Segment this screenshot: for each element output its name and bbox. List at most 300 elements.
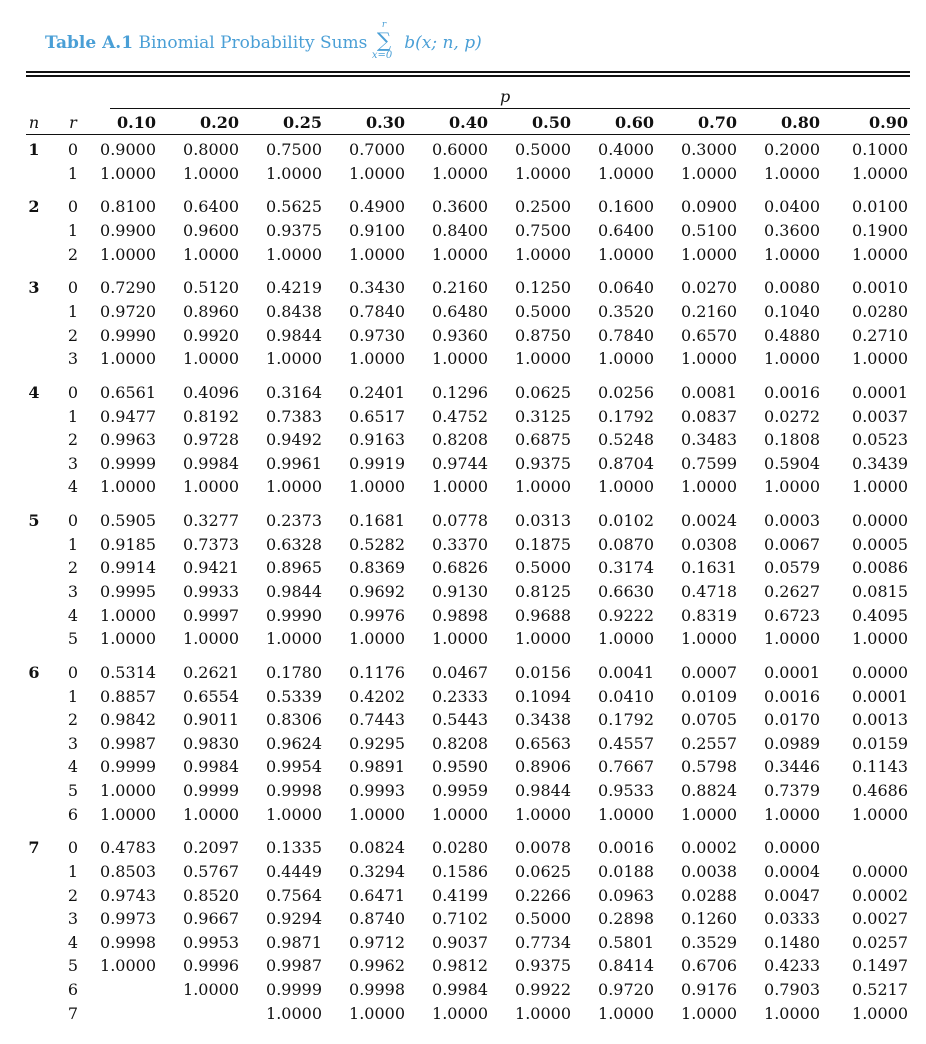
- probability-cell: 0.9477: [100, 406, 156, 426]
- probability-cell: 0.4752: [432, 406, 488, 426]
- probability-cell: 0.7500: [515, 221, 571, 240]
- probability-cell: 1.0000: [515, 163, 571, 183]
- probability-cell: 0.9976: [349, 605, 405, 625]
- probability-cell: 0.9999: [100, 453, 156, 473]
- probability-cell: 1.0000: [432, 244, 488, 264]
- probability-cell: 0.6517: [349, 406, 405, 426]
- probability-cell: 0.9728: [183, 430, 239, 450]
- probability-cell: 0.6400: [183, 197, 239, 217]
- probability-cell: 0.7443: [349, 710, 405, 730]
- header-rule: [26, 134, 910, 135]
- r-value: 1: [67, 686, 79, 706]
- r-value: 2: [67, 244, 79, 264]
- p-column-header: 0.20: [200, 113, 239, 132]
- r-value: 2: [67, 710, 79, 730]
- n-column-header: n: [28, 113, 40, 132]
- probability-cell: 0.0989: [764, 733, 820, 753]
- probability-cell: 0.2000: [764, 140, 820, 159]
- probability-cell: 1.0000: [598, 244, 654, 264]
- probability-cell: 0.8906: [515, 757, 571, 777]
- probability-cell: 0.8100: [100, 197, 156, 217]
- probability-cell: 0.2160: [681, 302, 737, 321]
- probability-cell: 0.0067: [764, 534, 820, 554]
- probability-cell: 0.1600: [598, 197, 654, 217]
- probability-cell: 1.0000: [100, 477, 156, 497]
- probability-cell: 0.8704: [598, 453, 654, 473]
- probability-cell: 0.9919: [349, 453, 405, 473]
- probability-cell: 0.1792: [598, 710, 654, 730]
- probability-cell: 0.9996: [183, 956, 239, 976]
- probability-cell: 0.8306: [266, 710, 322, 730]
- probability-cell: 0.3294: [349, 862, 405, 881]
- probability-cell: 1.0000: [764, 804, 820, 824]
- probability-cell: 0.9037: [432, 932, 488, 952]
- probability-cell: 0.3438: [515, 710, 571, 730]
- probability-cell: 0.1094: [515, 686, 571, 706]
- probability-cell: 0.5767: [183, 862, 239, 881]
- probability-cell: 1.0000: [349, 629, 405, 649]
- probability-cell: 0.9011: [183, 710, 239, 730]
- r-value: 1: [67, 221, 79, 240]
- probability-cell: 0.0005: [852, 534, 908, 554]
- probability-cell: 1.0000: [349, 804, 405, 824]
- probability-cell: 0.2333: [432, 686, 488, 706]
- probability-cell: 0.9995: [100, 582, 156, 601]
- probability-cell: 0.1792: [598, 406, 654, 426]
- probability-cell: 0.9953: [183, 932, 239, 952]
- probability-cell: 1.0000: [432, 629, 488, 649]
- probability-cell: 0.0333: [764, 909, 820, 929]
- r-value: 0: [67, 663, 79, 682]
- probability-cell: 1.0000: [266, 804, 322, 824]
- n-value: 6: [28, 663, 40, 682]
- probability-cell: 1.0000: [598, 629, 654, 649]
- probability-cell: 0.9962: [349, 956, 405, 976]
- probability-cell: 0.0579: [764, 558, 820, 578]
- probability-cell: 0.0778: [432, 511, 488, 531]
- probability-cell: 1.0000: [100, 244, 156, 264]
- probability-cell: 0.8520: [183, 885, 239, 905]
- probability-cell: 1.0000: [681, 349, 737, 369]
- probability-cell: 0.0256: [598, 383, 654, 402]
- probability-cell: 0.3125: [515, 406, 571, 426]
- probability-cell: 1.0000: [266, 244, 322, 264]
- probability-cell: 0.8369: [349, 558, 405, 578]
- probability-cell: 0.0170: [764, 710, 820, 730]
- probability-cell: 0.6000: [432, 140, 488, 159]
- probability-cell: 0.9891: [349, 757, 405, 777]
- probability-cell: 0.3439: [852, 453, 908, 473]
- probability-cell: 0.0963: [598, 885, 654, 905]
- probability-cell: 0.0004: [764, 862, 820, 881]
- probability-cell: 0.0016: [764, 383, 820, 402]
- probability-cell: 0.0001: [852, 686, 908, 706]
- probability-cell: 0.9743: [100, 885, 156, 905]
- probability-cell: 0.0086: [852, 558, 908, 578]
- probability-cell: 0.5904: [764, 453, 820, 473]
- probability-cell: 1.0000: [100, 349, 156, 369]
- probability-cell: 0.9533: [598, 781, 654, 800]
- probability-cell: 0.0410: [598, 686, 654, 706]
- probability-cell: 1.0000: [100, 804, 156, 824]
- probability-cell: 1.0000: [515, 629, 571, 649]
- probability-cell: 0.5248: [598, 430, 654, 450]
- probability-cell: 0.5000: [515, 140, 571, 159]
- probability-cell: 1.0000: [681, 1003, 737, 1023]
- p-column-header: 0.40: [449, 113, 488, 132]
- probability-cell: 1.0000: [852, 349, 908, 369]
- probability-cell: 0.7000: [349, 140, 405, 159]
- probability-cell: 0.0625: [515, 862, 571, 881]
- probability-cell: 0.9990: [100, 325, 156, 345]
- r-value: 1: [67, 406, 79, 426]
- probability-cell: 0.0047: [764, 885, 820, 905]
- probability-cell: 1.0000: [764, 244, 820, 264]
- probability-cell: 0.4219: [266, 278, 322, 298]
- probability-cell: 0.8824: [681, 781, 737, 800]
- probability-cell: 0.0288: [681, 885, 737, 905]
- probability-cell: 0.2266: [515, 885, 571, 905]
- probability-cell: 1.0000: [432, 804, 488, 824]
- probability-cell: 1.0000: [349, 477, 405, 497]
- r-value: 4: [67, 477, 79, 497]
- probability-cell: 0.0188: [598, 862, 654, 881]
- sigma-icon: ∑: [376, 28, 392, 52]
- r-value: 3: [67, 349, 79, 369]
- probability-cell: 0.9375: [266, 221, 322, 240]
- probability-cell: 0.4900: [349, 197, 405, 217]
- probability-cell: 0.9830: [183, 733, 239, 753]
- probability-cell: 1.0000: [515, 349, 571, 369]
- probability-cell: 0.6875: [515, 430, 571, 450]
- probability-cell: 0.7102: [432, 909, 488, 929]
- probability-cell: 1.0000: [100, 956, 156, 976]
- probability-cell: 0.8208: [432, 430, 488, 450]
- probability-cell: 0.8000: [183, 140, 239, 159]
- r-value: 4: [67, 757, 79, 777]
- probability-cell: 0.9844: [515, 781, 571, 800]
- probability-cell: 1.0000: [598, 1003, 654, 1023]
- probability-cell: 0.6723: [764, 605, 820, 625]
- probability-cell: 0.0003: [764, 511, 820, 531]
- probability-cell: 0.0640: [598, 278, 654, 298]
- probability-cell: 0.9999: [183, 781, 239, 800]
- probability-cell: 0.5120: [183, 278, 239, 298]
- probability-cell: 0.7383: [266, 406, 322, 426]
- probability-cell: 0.1250: [515, 278, 571, 298]
- probability-cell: 0.7903: [764, 980, 820, 999]
- probability-cell: 0.0041: [598, 663, 654, 682]
- probability-cell: 0.0000: [852, 663, 908, 682]
- probability-cell: 0.8965: [266, 558, 322, 578]
- r-value: 0: [67, 511, 79, 531]
- r-value: 1: [67, 302, 79, 321]
- r-value: 0: [67, 140, 79, 159]
- p-column-header: 0.10: [117, 113, 156, 132]
- probability-cell: 1.0000: [852, 629, 908, 649]
- probability-cell: 0.3000: [681, 140, 737, 159]
- probability-cell: 0.1631: [681, 558, 737, 578]
- probability-cell: 0.9294: [266, 909, 322, 929]
- probability-cell: 0.1000: [852, 140, 908, 159]
- probability-cell: 0.0038: [681, 862, 737, 881]
- probability-cell: 0.9998: [100, 932, 156, 952]
- probability-cell: 0.6400: [598, 221, 654, 240]
- probability-cell: 0.9688: [515, 605, 571, 625]
- probability-cell: 0.9176: [681, 980, 737, 999]
- probability-cell: 0.4783: [100, 838, 156, 858]
- probability-cell: 0.0001: [852, 383, 908, 402]
- probability-cell: 0.6630: [598, 582, 654, 601]
- probability-cell: 1.0000: [515, 244, 571, 264]
- probability-cell: 0.2500: [515, 197, 571, 217]
- probability-cell: 0.9130: [432, 582, 488, 601]
- probability-cell: 0.7667: [598, 757, 654, 777]
- probability-cell: 0.7290: [100, 278, 156, 298]
- probability-cell: 1.0000: [100, 629, 156, 649]
- probability-cell: 0.9984: [183, 453, 239, 473]
- probability-cell: 0.6471: [349, 885, 405, 905]
- probability-cell: 0.9998: [266, 781, 322, 800]
- probability-cell: 0.6554: [183, 686, 239, 706]
- probability-cell: 0.3529: [681, 932, 737, 952]
- probability-cell: 1.0000: [681, 629, 737, 649]
- probability-cell: 0.1875: [515, 534, 571, 554]
- probability-cell: 0.9987: [266, 956, 322, 976]
- probability-cell: 0.4686: [852, 781, 908, 800]
- probability-cell: 0.3446: [764, 757, 820, 777]
- probability-cell: 0.0102: [598, 511, 654, 531]
- probability-cell: 0.9222: [598, 605, 654, 625]
- probability-cell: 0.1681: [349, 511, 405, 531]
- probability-cell: 0.0159: [852, 733, 908, 753]
- probability-cell: 0.0705: [681, 710, 737, 730]
- probability-cell: 0.0016: [764, 686, 820, 706]
- probability-cell: 0.3370: [432, 534, 488, 554]
- probability-cell: 0.9812: [432, 956, 488, 976]
- r-value: 5: [67, 629, 79, 649]
- p-column-header: 0.70: [698, 113, 737, 132]
- probability-cell: 0.0837: [681, 406, 737, 426]
- probability-cell: 1.0000: [681, 244, 737, 264]
- probability-cell: 0.0100: [852, 197, 908, 217]
- probability-cell: 0.0156: [515, 663, 571, 682]
- r-value: 3: [67, 909, 79, 929]
- probability-cell: 1.0000: [349, 244, 405, 264]
- probability-cell: 0.0400: [764, 197, 820, 217]
- probability-cell: 1.0000: [681, 477, 737, 497]
- probability-cell: 0.0024: [681, 511, 737, 531]
- probability-cell: 1.0000: [764, 477, 820, 497]
- probability-cell: 1.0000: [432, 349, 488, 369]
- probability-cell: 1.0000: [183, 163, 239, 183]
- probability-cell: 0.9984: [432, 980, 488, 999]
- probability-cell: 1.0000: [598, 163, 654, 183]
- probability-cell: 0.0000: [764, 838, 820, 858]
- r-value: 4: [67, 932, 79, 952]
- sum-upper-limit: r: [381, 20, 387, 30]
- probability-cell: 0.0270: [681, 278, 737, 298]
- probability-cell: 0.2710: [852, 325, 908, 345]
- probability-cell: 0.1335: [266, 838, 322, 858]
- probability-cell: 1.0000: [515, 804, 571, 824]
- n-value: 3: [28, 278, 40, 298]
- r-value: 2: [67, 430, 79, 450]
- r-value: 0: [67, 838, 79, 858]
- r-value: 4: [67, 605, 79, 625]
- probability-cell: 1.0000: [515, 1003, 571, 1023]
- probability-cell: 0.5801: [598, 932, 654, 952]
- probability-cell: 0.9997: [183, 605, 239, 625]
- probability-cell: 0.7840: [349, 302, 405, 321]
- p-column-header: 0.80: [781, 113, 820, 132]
- probability-cell: 0.7599: [681, 453, 737, 473]
- probability-cell: 0.4718: [681, 582, 737, 601]
- r-value: 3: [67, 453, 79, 473]
- probability-cell: 0.9898: [432, 605, 488, 625]
- probability-cell: 1.0000: [266, 629, 322, 649]
- r-value: 0: [67, 197, 79, 217]
- probability-cell: 1.0000: [681, 163, 737, 183]
- probability-cell: 0.0001: [764, 663, 820, 682]
- probability-cell: 0.9000: [100, 140, 156, 159]
- probability-cell: 0.9492: [266, 430, 322, 450]
- probability-cell: 0.3174: [598, 558, 654, 578]
- r-value: 3: [67, 582, 79, 601]
- probability-cell: 0.3164: [266, 383, 322, 402]
- r-value: 6: [67, 804, 79, 824]
- sum-lower-limit: x=0: [371, 50, 393, 61]
- probability-cell: 0.2160: [432, 278, 488, 298]
- probability-cell: 0.9720: [100, 302, 156, 321]
- r-value: 2: [67, 885, 79, 905]
- probability-cell: 0.9590: [432, 757, 488, 777]
- probability-cell: 0.0313: [515, 511, 571, 531]
- n-value: 4: [28, 383, 40, 402]
- probability-cell: 0.9842: [100, 710, 156, 730]
- probability-cell: 1.0000: [100, 781, 156, 800]
- r-value: 5: [67, 781, 79, 800]
- probability-cell: 1.0000: [852, 477, 908, 497]
- probability-cell: 1.0000: [515, 477, 571, 497]
- probability-cell: 0.9624: [266, 733, 322, 753]
- probability-cell: 0.9871: [266, 932, 322, 952]
- probability-cell: 1.0000: [349, 349, 405, 369]
- n-value: 5: [28, 511, 40, 531]
- probability-cell: 0.2097: [183, 838, 239, 858]
- probability-cell: 0.8208: [432, 733, 488, 753]
- probability-cell: 0.9954: [266, 757, 322, 777]
- r-value: 5: [67, 956, 79, 976]
- probability-cell: 0.0010: [852, 278, 908, 298]
- probability-cell: 0.7373: [183, 534, 239, 554]
- probability-cell: 0.0007: [681, 663, 737, 682]
- probability-cell: 0.7734: [515, 932, 571, 952]
- probability-cell: 0.3483: [681, 430, 737, 450]
- probability-cell: 0.1176: [349, 663, 405, 682]
- probability-cell: 0.5000: [515, 302, 571, 321]
- probability-cell: 0.0081: [681, 383, 737, 402]
- probability-cell: 0.6706: [681, 956, 737, 976]
- probability-cell: 0.0280: [852, 302, 908, 321]
- probability-cell: 0.6826: [432, 558, 488, 578]
- probability-cell: 0.9185: [100, 534, 156, 554]
- probability-cell: 0.9163: [349, 430, 405, 450]
- probability-cell: 0.4449: [266, 862, 322, 881]
- probability-cell: 0.9963: [100, 430, 156, 450]
- probability-cell: 0.6563: [515, 733, 571, 753]
- table-label: Table A.1: [45, 33, 134, 53]
- probability-cell: 0.8960: [183, 302, 239, 321]
- probability-cell: 0.2898: [598, 909, 654, 929]
- probability-cell: 0.5282: [349, 534, 405, 554]
- probability-cell: 0.6480: [432, 302, 488, 321]
- probability-cell: 0.1497: [852, 956, 908, 976]
- probability-cell: 0.1586: [432, 862, 488, 881]
- probability-cell: 0.8857: [100, 686, 156, 706]
- probability-cell: 0.1900: [852, 221, 908, 240]
- probability-cell: 0.0016: [598, 838, 654, 858]
- probability-cell: 0.2373: [266, 511, 322, 531]
- r-value: 2: [67, 325, 79, 345]
- probability-cell: 0.9360: [432, 325, 488, 345]
- probability-cell: 0.9900: [100, 221, 156, 240]
- probability-cell: 0.0824: [349, 838, 405, 858]
- probability-cell: 0.0272: [764, 406, 820, 426]
- probability-cell: 0.0078: [515, 838, 571, 858]
- probability-cell: 1.0000: [266, 477, 322, 497]
- probability-cell: 0.0467: [432, 663, 488, 682]
- probability-cell: 0.9712: [349, 932, 405, 952]
- probability-cell: 0.8438: [266, 302, 322, 321]
- r-value: 1: [67, 163, 79, 183]
- probability-cell: 0.9744: [432, 453, 488, 473]
- probability-cell: 1.0000: [764, 349, 820, 369]
- probability-cell: 0.2401: [349, 383, 405, 402]
- sum-expression: b(x; n, p): [404, 33, 482, 53]
- probability-cell: 0.4199: [432, 885, 488, 905]
- r-value: 1: [67, 534, 79, 554]
- probability-cell: 0.1808: [764, 430, 820, 450]
- probability-cell: 0.4233: [764, 956, 820, 976]
- probability-cell: 0.9961: [266, 453, 322, 473]
- probability-cell: 0.9999: [266, 980, 322, 999]
- r-column-header: r: [69, 113, 77, 132]
- probability-cell: 1.0000: [183, 349, 239, 369]
- probability-cell: 0.6570: [681, 325, 737, 345]
- probability-cell: 0.3600: [432, 197, 488, 217]
- probability-cell: 0.9990: [266, 605, 322, 625]
- probability-cell: 1.0000: [432, 1003, 488, 1023]
- probability-cell: 1.0000: [852, 804, 908, 824]
- probability-cell: 0.9998: [349, 980, 405, 999]
- r-value: 3: [67, 733, 79, 753]
- probability-cell: 0.5339: [266, 686, 322, 706]
- probability-cell: 0.5000: [515, 558, 571, 578]
- probability-cell: 0.0625: [515, 383, 571, 402]
- p-header-rule: [110, 108, 910, 109]
- probability-cell: 0.9295: [349, 733, 405, 753]
- probability-cell: 0.9973: [100, 909, 156, 929]
- probability-cell: 0.9920: [183, 325, 239, 345]
- probability-cell: 0.0027: [852, 909, 908, 929]
- probability-cell: 0.8740: [349, 909, 405, 929]
- probability-cell: 0.1780: [266, 663, 322, 682]
- probability-cell: 0.9375: [515, 453, 571, 473]
- probability-cell: 1.0000: [266, 163, 322, 183]
- probability-cell: 0.0523: [852, 430, 908, 450]
- probability-cell: 0.5905: [100, 511, 156, 531]
